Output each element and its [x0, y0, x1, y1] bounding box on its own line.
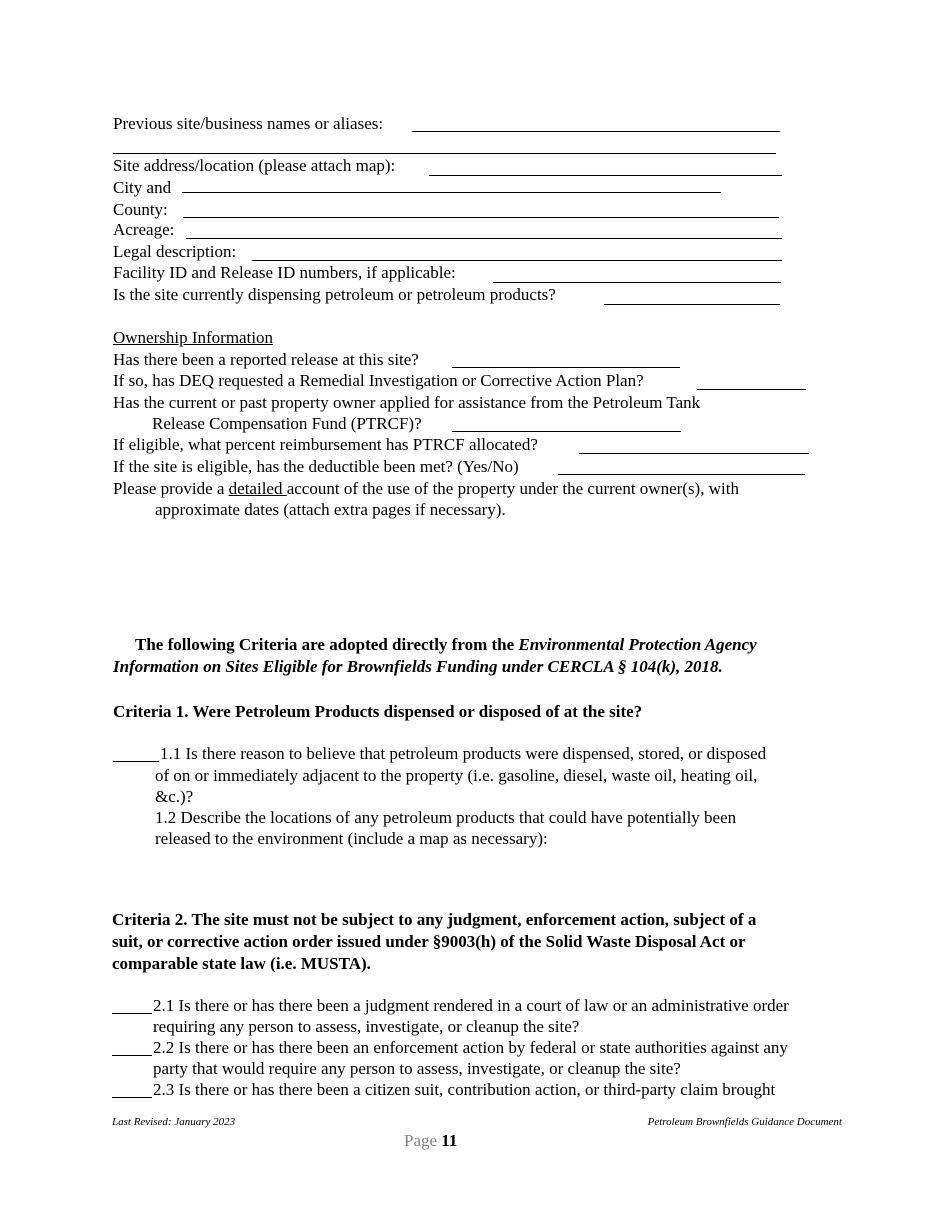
q2-1-text-2: requiring any person to assess, investigate, or cleanup the site? — [153, 1017, 580, 1036]
criteria-intro-line-2: Information on Sites Eligible for Brownfields Funding under CERCLA § 104(k), 2018. — [113, 657, 723, 676]
q2-2-text-2: party that would require any person to assess, investigate, or cleanup the site? — [153, 1059, 681, 1078]
deductible-label: If the site is eligible, has the deductible been met? (Yes/No) — [113, 457, 519, 476]
legal-description-label: Legal description: — [113, 242, 237, 261]
q1-2-text-2: released to the environment (include a map as necessary): — [155, 829, 548, 848]
footer-last-revised: Last Revised: January 2023 — [112, 1116, 236, 1128]
reported-release-label: Has there been a reported release at this site? — [113, 350, 419, 369]
acreage-label: Acreage: — [113, 220, 175, 239]
prev-names-label: Previous site/business names or aliases: — [113, 114, 384, 133]
deq-label: If so, has DEQ requested a Remedial Investigation or Corrective Action Plan? — [113, 371, 644, 390]
facility-id-field[interactable] — [493, 282, 781, 283]
q1-1-text-1: 1.1 Is there reason to believe that petroleum products were dispensed, stored, or disposed — [160, 744, 767, 763]
q1-1-text-3: &c.)? — [155, 787, 194, 806]
ptrcf-label-2: Release Compensation Fund (PTRCF)? — [152, 414, 422, 433]
criteria-1-heading: Criteria 1. Were Petroleum Products dispensed or disposed of at the site? — [113, 702, 643, 721]
percent-field[interactable] — [579, 453, 809, 454]
criteria-2-heading-2: suit, or corrective action order issued under §9003(h) of the Solid Waste Disposal Act or — [112, 932, 746, 951]
q2-2-text-1: 2.2 Is there or has there been an enforcement action by federal or state authorities against any — [153, 1038, 788, 1057]
criteria-intro-line-1: The following Criteria are adopted directly from the Environmental Protection Agency — [135, 635, 757, 654]
county-label: County: — [113, 200, 168, 219]
dispensing-label: Is the site currently dispensing petroleum or petroleum products? — [113, 285, 556, 304]
q2-3-answer-blank[interactable] — [112, 1097, 152, 1098]
county-field[interactable] — [183, 217, 779, 218]
ptrcf-label-1: Has the current or past property owner applied for assistance from the Petroleum Tank — [113, 393, 701, 412]
q2-1-answer-blank[interactable] — [112, 1013, 152, 1014]
acreage-field[interactable] — [186, 238, 782, 239]
prev-names-field-2[interactable] — [113, 153, 776, 154]
q2-3-text-1: 2.3 Is there or has there been a citizen suit, contribution action, or third-party claim brought — [153, 1080, 776, 1099]
deq-field[interactable] — [697, 389, 806, 390]
legal-description-field[interactable] — [252, 260, 782, 261]
account-label-1: Please provide a detailed account of the use of the property under the current owner(s), with — [113, 479, 739, 498]
city-label: City and — [113, 178, 172, 197]
percent-label: If eligible, what percent reimbursement has PTRCF allocated? — [113, 435, 538, 454]
reported-release-field[interactable] — [452, 367, 680, 368]
deductible-field[interactable] — [558, 474, 805, 475]
q1-1-answer-blank[interactable] — [113, 761, 159, 762]
page-number: Page 11 — [404, 1131, 458, 1150]
facility-id-label: Facility ID and Release ID numbers, if applicable: — [113, 263, 456, 282]
q2-2-answer-blank[interactable] — [112, 1055, 152, 1056]
account-label-2: approximate dates (attach extra pages if necessary). — [155, 500, 506, 519]
prev-names-field[interactable] — [412, 131, 780, 132]
ownership-heading: Ownership Information — [113, 328, 274, 347]
criteria-2-heading-1: Criteria 2. The site must not be subject to any judgment, enforcement action, subject of a — [112, 910, 757, 929]
q1-1-text-2: of on or immediately adjacent to the property (i.e. gasoline, diesel, waste oil, heating oil, — [155, 766, 758, 785]
q1-2-text-1: 1.2 Describe the locations of any petroleum products that could have potentially been — [155, 808, 737, 827]
q2-1-text-1: 2.1 Is there or has there been a judgment rendered in a court of law or an administrative order — [153, 996, 789, 1015]
city-field[interactable] — [182, 192, 721, 193]
dispensing-field[interactable] — [604, 304, 780, 305]
address-label: Site address/location (please attach map): — [113, 156, 396, 175]
footer-document-title: Petroleum Brownfields Guidance Document — [647, 1116, 842, 1128]
address-field[interactable] — [429, 175, 782, 176]
criteria-2-heading-3: comparable state law (i.e. MUSTA). — [112, 954, 371, 973]
ptrcf-field[interactable] — [452, 431, 681, 432]
